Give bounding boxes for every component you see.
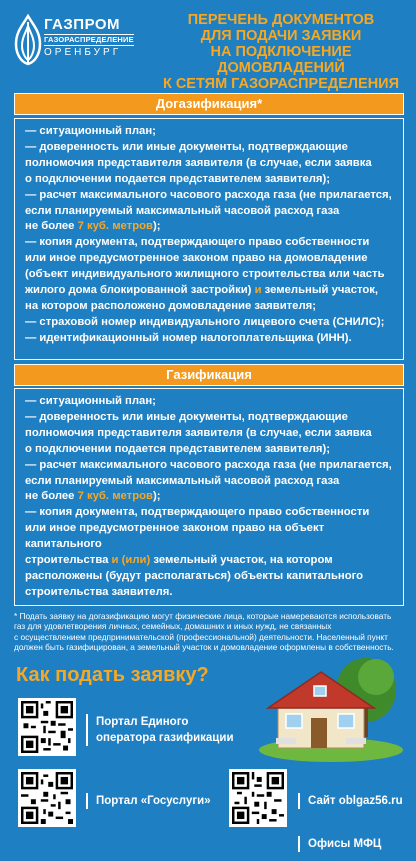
doc-item xyxy=(25,283,395,299)
doc-item: на котором расположено домовладение заявителя; xyxy=(25,299,316,312)
doc-item: — ситуационный план; xyxy=(25,125,156,137)
portal-label: Офисы МФЦ xyxy=(308,838,382,850)
gosuslugi-portal-link[interactable] xyxy=(86,793,211,809)
doc-item: — копия документа, подтверждающего право собственности xyxy=(25,236,370,249)
text-part: ); xyxy=(152,220,161,233)
highlight-text: и xyxy=(254,284,262,297)
doc-item: строительства заявителя. xyxy=(25,585,173,598)
flame-logo-icon xyxy=(10,14,46,66)
qr-code-gosuslugi[interactable] xyxy=(18,769,76,827)
doc-item: если планируемый максимальный часовой расход газа xyxy=(25,204,340,217)
doc-item: — ситуационный план; xyxy=(25,395,156,407)
doc-item: полномочия представителя заявителя (в случае, если заявка xyxy=(25,156,372,169)
portal-label: оператора газификации xyxy=(96,732,234,744)
footnote-line: с осуществлением предпринимательской (профессиональной) деятельности. Населенный пункт xyxy=(14,631,388,642)
doc-item: о подключении подается представителем заявителя); xyxy=(25,172,331,185)
doc-item: или иное предусмотренное законом право на объект капитального xyxy=(25,522,325,551)
qr-code-icon xyxy=(21,772,73,824)
doc-item xyxy=(25,219,395,235)
footnote-line: должен быть газифицирован, а земельный участок и домовладение оформлены в собственность. xyxy=(14,642,394,653)
text-part: ); xyxy=(152,490,161,503)
logo-city: ОРЕНБУРГ xyxy=(44,47,122,58)
section-body-gazification xyxy=(14,388,404,606)
doc-item: — расчет максимального часового расхода газа (не прилагается, xyxy=(25,458,392,471)
doc-item: — доверенность или иные документы, подтверждающие xyxy=(25,410,348,423)
doc-item: — идентификационный номер налогоплательщика (ИНН). xyxy=(25,331,352,344)
highlight-text: 7 куб. метров xyxy=(77,490,153,503)
portal-label: Сайт oblgaz56.ru xyxy=(308,795,403,807)
portal-label: Портал «Госуслуги» xyxy=(96,795,211,807)
page-title xyxy=(150,12,412,92)
title-line: К СЕТЯМ ГАЗОРАСПРЕДЕЛЕНИЯ xyxy=(162,76,400,92)
text-part: земельный участок, на котором xyxy=(150,554,333,567)
doc-item: полномочия представителя заявителя (в случае, если заявка xyxy=(25,426,372,439)
mfc-offices-link[interactable] xyxy=(298,836,381,852)
gazprom-logo xyxy=(10,12,150,72)
logo-name: ГАЗПРОМ xyxy=(44,16,121,33)
footnote-line: газ для удовлетворения личных, семейных, домашних и иных нужд, не связанных xyxy=(14,621,332,632)
doc-item: — доверенность или иные документы, подтверждающие xyxy=(25,140,348,153)
doc-item: расположены (будут располагаться) объекты капитального xyxy=(25,569,364,582)
logo-subtitle: ГАЗОРАСПРЕДЕЛЕНИЕ xyxy=(44,35,134,44)
title-line: НА ПОДКЛЮЧЕНИЕ ДОМОВЛАДЕНИЙ xyxy=(210,44,352,76)
doc-item xyxy=(25,553,395,569)
text-part: не более xyxy=(25,490,78,503)
qr-code-edo-portal[interactable] xyxy=(18,698,76,756)
doc-item: — страховой номер индивидуального лицевого счета (СНИЛС); xyxy=(25,315,385,328)
edo-portal-link[interactable] xyxy=(86,714,234,746)
text-part: жилого дома блокированной застройки) xyxy=(25,284,255,297)
title-line: ДЛЯ ПОДАЧИ ЗАЯВКИ xyxy=(200,28,362,44)
title-line: ПЕРЕЧЕНЬ ДОКУМЕНТОВ xyxy=(187,12,375,28)
doc-item: (объект индивидуального жилищного строительства или часть xyxy=(25,268,385,281)
section-heading-dogazification: Догазификация* xyxy=(14,93,404,115)
doc-item xyxy=(25,489,395,505)
qr-code-icon xyxy=(21,701,73,753)
qr-code-icon xyxy=(232,772,284,824)
highlight-text: 7 куб. метров xyxy=(77,220,153,233)
section-body-dogazification xyxy=(14,118,404,360)
highlight-text: и (или) xyxy=(111,554,151,567)
text-part: не более xyxy=(25,220,78,233)
doc-item: — расчет максимального часового расхода газа (не прилагается, xyxy=(25,188,392,201)
text-part: строительства xyxy=(25,554,112,567)
house-illustration-icon xyxy=(256,652,406,762)
how-to-apply-heading: Как подать заявку? xyxy=(16,664,209,686)
qr-code-site[interactable] xyxy=(229,769,287,827)
doc-item: или иное предусмотренное законом право на домовладение xyxy=(25,252,368,265)
site-link[interactable] xyxy=(298,793,403,809)
doc-item: о подключении подается представителем заявителя); xyxy=(25,442,331,455)
doc-item: если планируемый максимальный часовой расход газа xyxy=(25,474,340,487)
footnote-line: * Подать заявку на догазификацию могут физические лица, которые намереваются использовать xyxy=(14,611,392,621)
section-heading-gazification: Газификация xyxy=(14,364,404,386)
footnote xyxy=(14,611,406,653)
doc-item: — копия документа, подтверждающего право собственности xyxy=(25,506,370,519)
text-part: земельный участок, xyxy=(261,284,379,297)
portal-label: Портал Единого xyxy=(96,716,189,728)
